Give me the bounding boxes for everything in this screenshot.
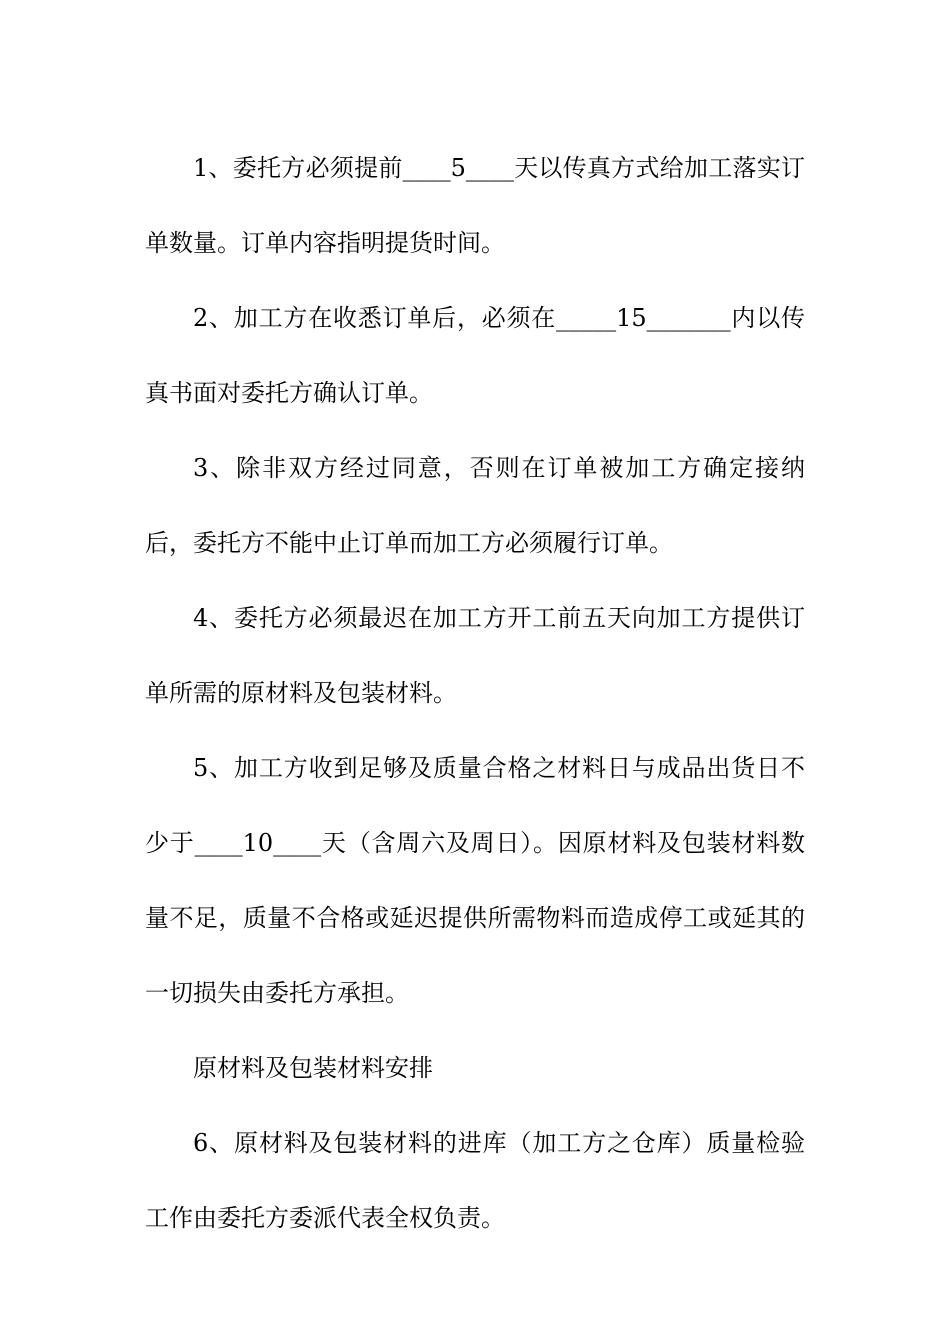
- section-heading: 原材料及包装材料安排: [193, 1054, 433, 1082]
- paragraph-4: 4、委托方必须最迟在加工方开工前五天向加工方提供订单所需的原材料及包装材料。: [145, 604, 805, 707]
- paragraph-6: 6、原材料及包装材料的进库（加工方之仓库）质量检验工作由委托方委派代表全权负责。: [145, 1129, 805, 1232]
- paragraph-5: 5、加工方收到足够及质量合格之材料日与成品出货日不少于____10____天（含周六及周日）。因原材料及包装材料数量不足，质量不合格或延迟提供所需物料而造成停工或延其的一切损失由委托方承担。: [145, 754, 805, 1007]
- paragraph-1: 1、委托方必须提前____5____天以传真方式给加工落实订单数量。订单内容指明提货时间。: [145, 154, 805, 257]
- paragraph-2: 2、加工方在收悉订单后，必须在_____15_______内以传真书面对委托方确认订单。: [145, 304, 805, 407]
- paragraph-3: 3、除非双方经过同意，否则在订单被加工方确定接纳后，委托方不能中止订单而加工方必须履行订单。: [145, 454, 805, 557]
